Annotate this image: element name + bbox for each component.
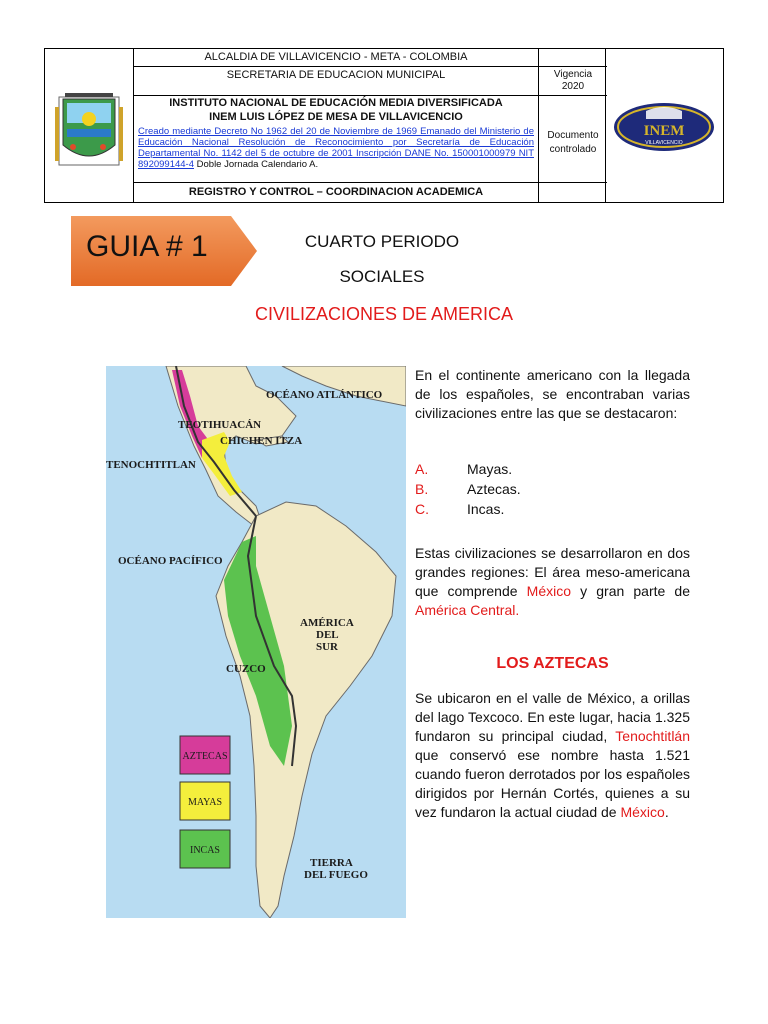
label-chichen-itza: CHICHEN ITZA xyxy=(220,435,303,447)
label-ocean-pacific: OCÉANO PACÍFICO xyxy=(118,555,223,567)
list-item xyxy=(415,500,690,520)
institution-name-line1: INSTITUTO NACIONAL DE EDUCACIÓN MEDIA DIVERSIFICADA xyxy=(169,97,503,109)
inem-logo xyxy=(605,49,723,202)
aztecas-city: Tenochtitlán xyxy=(615,728,690,744)
subject-title: SOCIALES xyxy=(339,267,425,286)
label-america-2: DEL xyxy=(316,629,339,641)
list-item-label: A. xyxy=(415,461,429,477)
aztecas-mexico: México xyxy=(620,804,665,820)
regions-paragraph xyxy=(415,544,690,620)
inem-logo-subtext: VILLAVICENCIO xyxy=(645,140,683,146)
label-ocean-atlantic: OCÉANO ATLÁNTICO xyxy=(266,389,383,401)
list-item-label: C. xyxy=(415,501,429,517)
aztecas-paragraph xyxy=(415,689,690,822)
label-tierra-2: DEL FUEGO xyxy=(304,869,368,881)
intro-paragraph: En el continente americano con la llegada de los españoles, se encontraban varias civilizaciones entre las que se destacaron: xyxy=(415,367,690,421)
municipal-crest-logo xyxy=(45,49,134,202)
decree-link[interactable]: Creado mediante Decreto No 1962 del 20 de Noviembre de 1969 Emanado del Ministerio de Educación Nacional Resolución de Reconocimiento por Secretaría de Educación Departamental No. 1142 del 5 de octubre de 2001 Inscripción DANE No. 150001000979 NIT 892099144-4 xyxy=(138,126,534,170)
list-item xyxy=(415,460,690,480)
main-title: CIVILIZACIONES DE AMERICA xyxy=(254,304,514,324)
doc-label-line2: controlado xyxy=(549,144,597,155)
header-secretaria: SECRETARIA DE EDUCACION MUNICIPAL xyxy=(134,67,538,96)
legend-mayas-label: MAYAS xyxy=(187,797,223,808)
aztecas-text-1: Se ubicaron en el valle de México, a orillas del lago Texcoco. En este lugar, hacia 1.325 fundaron su principal ciudad, xyxy=(415,690,690,744)
vigencia-label: Vigencia xyxy=(553,69,593,80)
guia-number: GUIA # 1 xyxy=(86,230,208,263)
header-vigencia xyxy=(538,67,607,96)
header-empty-cell xyxy=(538,49,607,67)
label-teotihuacan: TEOTIHUACÁN xyxy=(178,419,262,431)
list-item-text: Mayas. xyxy=(467,461,513,477)
list-item xyxy=(415,480,690,500)
period-title: CUARTO PERIODO xyxy=(304,232,460,251)
header-registro: REGISTRO Y CONTROL – COORDINACION ACADEMICA xyxy=(188,186,484,198)
label-tierra-1: TIERRA xyxy=(310,857,353,869)
header-empty-cell-bottom xyxy=(538,183,607,202)
inem-logo-text: INEM xyxy=(643,123,685,139)
aztecas-text-3: . xyxy=(664,804,669,820)
regions-text-1: Estas civilizaciones se desarrollaron en dos grandes regiones: El área meso-americana que comprende xyxy=(415,545,690,599)
regions-text-2: y gran parte de xyxy=(571,583,691,599)
institution-name-line2: INEM LUIS LÓPEZ DE MESA DE VILLAVICENCIO xyxy=(209,111,463,123)
header-documento-controlado xyxy=(538,96,607,183)
decree-text xyxy=(134,124,538,170)
label-america-1: AMÉRICA xyxy=(300,617,354,629)
header-institution xyxy=(134,96,538,183)
list-item-text: Incas. xyxy=(467,501,505,517)
civilizations-list xyxy=(415,460,690,520)
label-tenochtitlan: TENOCHTITLAN xyxy=(106,459,196,471)
aztecas-text-2: que conservó ese nombre hasta 1.521 cuando fueron derrotados por los españoles dirigidos por Hernán Cortés, quienes a su vez fundaron la actual ciudad de xyxy=(415,747,690,820)
vigencia-year: 2020 xyxy=(561,81,585,92)
americas-map xyxy=(106,366,406,918)
header-table xyxy=(44,48,724,203)
legend-aztecas-label: AZTECAS xyxy=(182,751,228,762)
regions-central-america: América Central. xyxy=(415,602,520,618)
list-item-text: Aztecas. xyxy=(467,481,521,497)
doc-label-line1: Documento xyxy=(547,130,599,141)
list-item-label: B. xyxy=(415,481,429,497)
header-alcaldia: ALCALDIA DE VILLAVICENCIO - META - COLOMBIA xyxy=(134,49,538,67)
legend-incas-label: INCAS xyxy=(189,845,221,856)
aztecas-heading: LOS AZTECAS xyxy=(496,655,609,672)
label-cuzco: CUZCO xyxy=(226,663,266,675)
regions-mexico: México xyxy=(526,583,572,599)
decree-tail: Doble Jornada Calendario A. xyxy=(194,159,319,170)
label-america-3: SUR xyxy=(316,641,339,653)
